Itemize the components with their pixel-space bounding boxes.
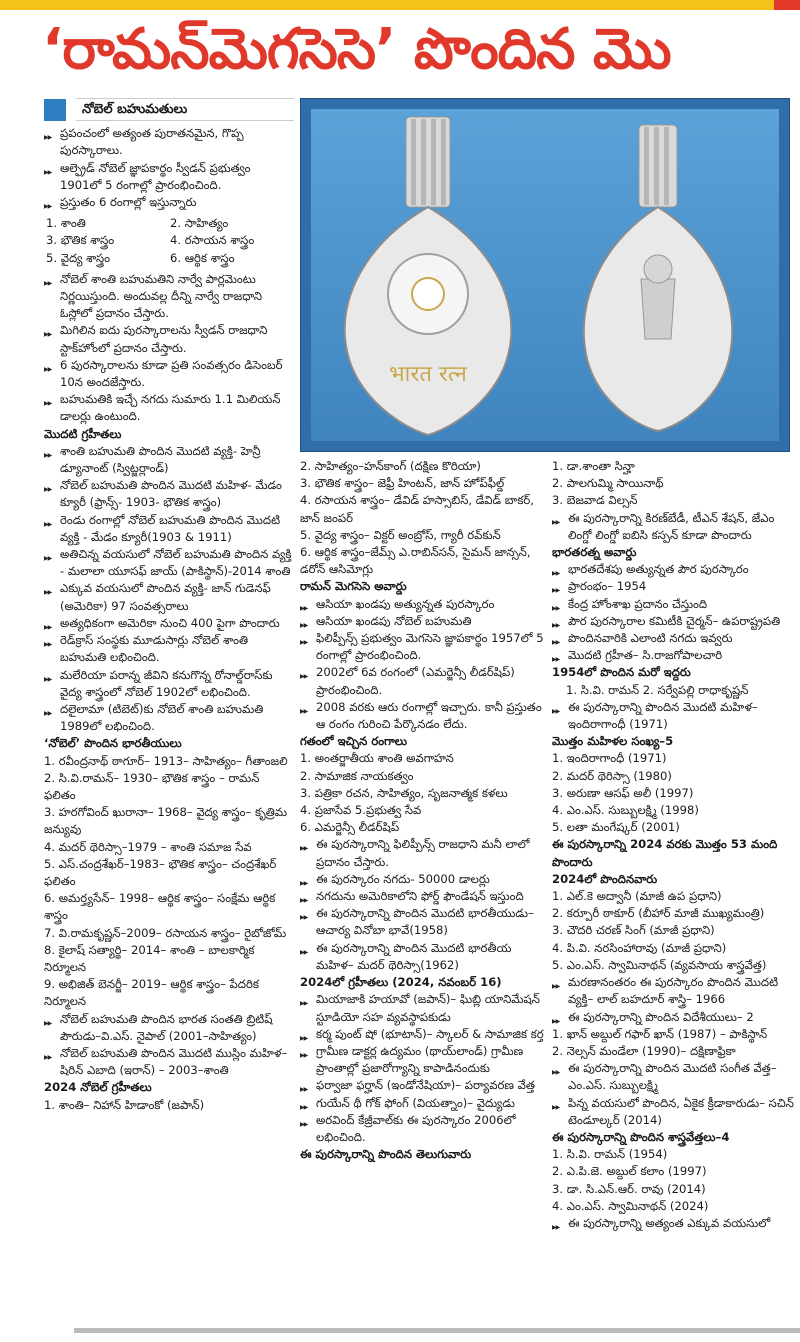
list-item: ▶▶ ఫర్వాజా ఫర్హాన్ (ఇండోనేషియా)– పర్యావరణ వేత్త [300, 1077, 544, 1094]
list-item: 3. హరగోవింద్ ఖురానా– 1968– వైద్య శాస్త్రం– కృత్రిమ జన్యువు [44, 805, 288, 837]
list-item: 4. ఎం.ఎస్. స్వామినాథన్ (2024) [552, 1198, 709, 1213]
field-item: 2. సాహిత్యం [170, 216, 229, 231]
medal-illustration [311, 109, 779, 441]
list-item: ▶▶ ఆసియా ఖండపు నోబెల్ బహుమతి [300, 613, 544, 630]
list-item: ▶▶ పొందినవారికి ఎలాంటి నగదు ఇవ్వరు [552, 630, 796, 647]
subheading: మొదటి గ్రహీతలు [44, 426, 122, 441]
section-marker-icon [44, 99, 66, 121]
list-item: ▶▶ మిగిలిన ఐదు పురస్కారాలను స్వీడన్ రాజధాని స్టాక్‌హోంలో ప్రదానం చేస్తారు. [44, 322, 294, 356]
list-item: ▶▶ అతిచిన్న వయసులో నోబెల్ బహుమతి పొందిన వ్యక్తి - మలాలా యూసఫ్ జాయ్ (పాకిస్థాన్)-2014 శాంతి [44, 546, 294, 580]
list-item: ▶▶ మరణానంతరం ఈ పురస్కారం పొందిన మొదటి వ్యక్తి– లాల్ బహదూర్ శాస్త్రి– 1966 [552, 974, 796, 1008]
list-item: ▶▶ నోబెల్ బహుమతి పొందిన మొదటి మహిళ- మేడం క్యూరీ (ఫ్రాన్స్- 1903- భౌతిక శాస్త్రం) [44, 477, 294, 511]
page-headline: ‘రామన్‌మెగసెసె’ పొందిన మొ [42, 17, 671, 82]
bottom-divider [74, 1328, 800, 1333]
list-item: 2. మదర్ థెరిస్సా (1980) [552, 768, 672, 783]
subheading: ‘నోబెల్’ పొందిన భారతీయులు [44, 736, 182, 751]
list-item: 5. ఎం.ఎస్. స్వామినాథన్ (వ్యవసాయ శాస్త్రవేత్త) [552, 957, 767, 972]
list-item: ▶▶ కేంద్ర హోంశాఖ ప్రదానం చేస్తుంది [552, 596, 796, 613]
subheading: గతంలో ఇచ్చిన రంగాలు [300, 734, 407, 749]
subheading: రామన్ మెగసెసె అవార్డు [300, 579, 407, 594]
list-item: 5. లతా మంగేష్కర్ (2001) [552, 820, 680, 835]
list-item: 2. సాహిత్యం–హన్‌కాంగ్ (దక్షిణ కొరియా) [300, 459, 481, 473]
list-item: 1. డా.శాంతా సిన్హా [552, 459, 635, 473]
list-item: ▶▶ ఈ పురస్కారం నగదు- 50000 డాలర్లు [300, 871, 544, 888]
list-item: ▶▶ ప్రస్తుతం 6 రంగాల్లో ఇస్తున్నారు [44, 194, 294, 211]
subheading: భారతరత్న అవార్డు [552, 545, 637, 560]
list-item: ▶▶ ఈ పురస్కారాన్ని ఫిలిప్పీన్స్ రాజధాని మనీ లాలో ప్రదానం చేస్తారు. [300, 836, 544, 870]
list-item: ▶▶ అరవింద్ కేజ్రీవాల్‌కు ఈ పురస్కారం 2006లో లభించింది. [300, 1112, 544, 1146]
list-item: ▶▶ ఈ పురస్కారాన్ని పొందిన మొదటి మహిళ– ఇందిరాగాంధీ (1971) [552, 699, 796, 733]
list-item: 7. వి.రామకృష్ణన్–2009– రసాయన శాస్త్రం– రైబోజోమ్ [44, 925, 287, 940]
bharat-ratna-medal-back [584, 125, 732, 431]
list-item: 1. ఖాన్ అబ్దుల్ గఫార్ ఖాన్ (1987) – పాకిస్థాన్ [552, 1026, 768, 1041]
list-item: ▶▶ కర్మ పుంట్ షో (భూటాన్)– స్కాలర్ & సామాజిక కర్త [300, 1026, 544, 1043]
fields-grid [44, 215, 294, 267]
list-item: ▶▶ ఈ పురస్కారాన్ని పొందిన మొదటి సంగీత వేత్త– ఎం.ఎస్. సుబ్బులక్ష్మి [552, 1060, 796, 1094]
subheading: ఈ పురస్కారాన్ని పొందిన శాస్త్రవేత్తలు–4 [552, 1129, 730, 1144]
list-item: ▶▶ అత్యధికంగా అమెరికా నుంచి 400 పైగా పొందారు [44, 615, 294, 632]
medal-inscription: भारत रत्न [389, 362, 467, 387]
list-item: ▶▶ మొదటి గ్రహీత– సి.రాజగోపాలచారి [552, 647, 796, 664]
list-item: 6. ఆర్థిక శాస్త్రం–జేమ్స్ ఎ.రాబిన్‌సన్, సైమన్ జాన్సన్, డరోన్ ఆసిమోగ్లు [300, 545, 531, 577]
list-item: 4. ఎం.ఎస్. సుబ్బులక్ష్మి (1998) [552, 803, 699, 818]
list-item: ▶▶ నోబెల్ బహుమతి పొందిన మొదటి ముస్లిం మహిళ– షిరిన్ ఎబాది (ఇరాన్) – 2003–శాంతి [44, 1045, 294, 1079]
column-2 [300, 458, 544, 1163]
list-item: 4. ప్రజాసేవ 5.ప్రభుత్వ సేవ [300, 803, 422, 818]
list-item: 3. పత్రికా రచన, సాహిత్యం, సృజనాత్మక కళలు [300, 785, 508, 800]
medal-photo [300, 98, 790, 452]
list-item: 3. చౌదరి చరణ్ సింగ్ (మాజీ ప్రధాని) [552, 923, 715, 938]
list-item: ▶▶ ఈ పురస్కారాన్ని పొందిన విదేశీయులు– 2 [552, 1009, 796, 1026]
field-item: 6. ఆర్థిక శాస్త్రం [170, 250, 235, 265]
list-item: ▶▶ రెండు రంగాల్లో నోబెల్ బహుమతి పొందిన మొదటి వ్యక్తి - మేడం క్యూరీ(1903 & 1911) [44, 512, 294, 546]
list-item: 1. శాంతి– నిహాన్ హిడాంకో (జపాన్) [44, 1097, 205, 1112]
list-item: 1. ఇందిరాగాంధీ (1971) [552, 751, 667, 766]
list-item: ▶▶ 2008 వరకు ఆరు రంగాల్లో ఇచ్చారు. కానీ ప్రస్తుతం ఆ రంగం గురించి పేర్కొనడం లేదు. [300, 699, 544, 733]
list-item: ▶▶ బహుమతికి ఇచ్చే నగదు సుమారు 1.1 మిలియన్ డాలర్లు ఉంటుంది. [44, 391, 294, 425]
list-item: ▶▶ మలేరియా పరాన్న జీవిని కనుగొన్న రోనాల్డ్‌రాస్‌కు వైద్య శాస్త్రంలో నోబెల్ 1902లో లభించింది. [44, 667, 294, 701]
list-item: ▶▶ ఈ పురస్కారాన్ని కిరణ్‌బేడీ, టీఎన్ శేషన్, జేఎం లింగ్డో లింగ్డో ఐబిసి కస్పన్ కూడా పొందారు [552, 510, 796, 544]
list-item: ▶▶ రెడ్‌క్రాస్ సంస్థకు మూడుసార్లు నోబెల్ శాంతి బహుమతి లభించింది. [44, 632, 294, 666]
list-item: 6. ఎమర్జెన్సీ లీడర్‌షిప్ [300, 820, 400, 835]
field-item: 4. రసాయన శాస్త్రం [170, 233, 255, 248]
list-item: ▶▶ 2002లో 6వ రంగంలో (ఎమర్జెన్సీ లీడర్‌షిప్) ప్రారంభించింది. [300, 664, 544, 698]
subheading: మొత్తం మహిళల సంఖ్య–5 [552, 734, 674, 749]
bharat-ratna-medal-front [345, 117, 512, 435]
list-item: ▶▶ పిన్న వయసులో పొందిన, ఏకైక క్రీడాకారుడు– సచిన్ టెండూల్కర్ (2014) [552, 1095, 796, 1129]
list-item: 1. రవీంద్రనాథ్ ఠాగూర్– 1913– సాహిత్యం– గీతాంజలి [44, 753, 288, 768]
list-item: ▶▶ ఎక్కువ వయసులో పొందిన వ్యక్తి- జాన్ గుడెనఫ్ (అమెరికా) 97 సంవత్సరాలు [44, 580, 294, 614]
list-item: 6. అమర్త్యసేన్– 1998– ఆర్థిక శాస్త్రం– సంక్షేమ ఆర్థిక శాస్త్రం [44, 891, 276, 923]
list-item: 2. ఎ.పి.జె. అబ్దుల్ కలాం (1997) [552, 1164, 707, 1179]
list-item: ▶▶ నోబెల్ బహుమతి పొందిన భారత సంతతి బ్రిటిష్ పౌరుడు–వి.ఎస్. నైపాల్ (2001–సాహిత్యం) [44, 1011, 294, 1045]
list-item: ▶▶ నగదును అమెరికాలోని ఫోర్డ్ ఫౌండేషన్ ఇస్తుంది [300, 888, 544, 905]
list-item: 3. అరుణా ఆసఫ్ అలీ (1997) [552, 785, 694, 800]
subheading: 2024లో గ్రహీతలు (2024, నవంబర్ 16) [300, 975, 502, 990]
list-item: 2. సామాజిక నాయకత్వం [300, 768, 414, 783]
list-item: 3. డా. సి.ఎన్.ఆర్. రావు (2014) [552, 1181, 706, 1196]
field-item: 1. శాంతి [46, 216, 86, 231]
list-item: 3. బెజవాడ విల్సన్ [552, 493, 638, 508]
section-title: నోబెల్ బహుమతులు [76, 98, 294, 121]
list-item: ▶▶ ప్రపంచంలో అత్యంత పురాతనమైన, గొప్ప పురస్కారాలు. [44, 125, 294, 159]
list-item: 1. అంతర్జాతీయ శాంతి అవగాహన [300, 751, 454, 766]
section-header-nobel [44, 98, 294, 121]
field-item: 3. భౌతిక శాస్త్రం [46, 233, 115, 248]
list-item: 4. పి.వి. నరసింహారావు (మాజీ ప్రధాని) [552, 940, 727, 955]
list-item: 1. సి.వి. రామన్ (1954) [552, 1147, 668, 1162]
list-item: 2. కర్పూరీ ఠాకూర్ (బీహార్ మాజీ ముఖ్యమంత్రి) [552, 906, 765, 921]
list-item: 5. ఎస్.చంద్రశేఖర్–1983– భౌతిక శాస్త్రం– చంద్రశేఖర్ ఫలితం [44, 856, 277, 888]
list-item: 2. సి.వి.రామన్– 1930– భౌతిక శాస్త్రం – రామన్ ఫలితం [44, 770, 260, 802]
list-item: ▶▶ 6 పురస్కారాలను కూడా ప్రతి సంవత్సరం డిసెంబర్ 10న అందజేస్తారు. [44, 357, 294, 391]
list-item: ▶▶ ఆల్ఫ్రెడ్ నోబెల్ జ్ఞాపకార్థం స్వీడన్ ప్రభుత్వం 1901లో 5 రంగాల్లో ప్రారంభించింది. [44, 160, 294, 194]
list-item: 1. ఎల్.కె అద్వానీ (మాజీ ఉప ప్రధాని) [552, 889, 722, 904]
list-item: 3. భౌతిక శాస్త్రం– జెఫ్రీ హింటన్, జాన్ హోప్‌ఫీల్డ్ [300, 476, 505, 491]
list-item: ▶▶ పౌర పురస్కారాల కమిటీకి చైర్మన్– ఉపరాష్ట్రపతి [552, 613, 796, 630]
list-item: ▶▶ ఈ పురస్కారాన్ని పొందిన మొదటి భారతీయుడు– ఆచార్య వినోబా భావే(1958) [300, 905, 544, 939]
list-item: ▶▶ శాంతి బహుమతి పొందిన మొదటి వ్యక్తి- హెన్రీ డ్యూనాంట్ (స్విట్జర్లాండ్) [44, 443, 294, 477]
top-accent-bar [0, 0, 800, 10]
list-item: ▶▶ ఈ పురస్కారాన్ని అత్యంత ఎక్కువ వయసులో [552, 1215, 796, 1232]
list-item: 4. మదర్ థెరిస్సా–1979 – శాంతి సమాజ సేవ [44, 839, 252, 854]
list-item: ▶▶ గుయేన్ థీ గోక్ ఫోంగ్ (వియత్నాం)– వైద్యుడు [300, 1095, 544, 1112]
subheading: 2024లో పొందినవారు [552, 871, 658, 886]
list-item: ▶▶ భారతదేశపు అత్యున్నత పౌర పురస్కారం [552, 561, 796, 578]
list-item: ▶▶ ఆసియా ఖండపు అత్యున్నత పురస్కారం [300, 596, 544, 613]
subheading: ఈ పురస్కారాన్ని 2024 వరకు మొత్తం 53 మంది పొందారు [552, 837, 778, 869]
list-item: 4. రసాయన శాస్త్రం– డేవిడ్ హస్సాబిస్, డేవిడ్ బాకర్, జాన్ జంపర్ [300, 493, 534, 525]
subheading: 1954లో పొందిన మరో ఇద్దరు [552, 665, 691, 680]
list-item: ▶▶ మియాజాకి హయావో (జపాన్)– ఘిబ్లి యానిమేషన్ స్టూడియో సహ వ్యవస్థాపకుడు [300, 991, 544, 1025]
list-item: 1. సి.వి. రామన్ 2. సర్వేపల్లి రాధాకృష్ణన్ [566, 682, 749, 697]
subheading: ఈ పురస్కారాన్ని పొందిన తెలుగువారు [300, 1147, 472, 1162]
list-item: ▶▶ గ్రామీణ డాక్టర్ల ఉద్యమం (థాయ్‌లాండ్) గ్రామీణ ప్రాంతాల్లో ప్రజారోగ్యాన్ని కాపాడినందుకు [300, 1043, 544, 1077]
field-item: 5. వైద్య శాస్త్రం [46, 250, 110, 265]
list-item: 5. వైద్య శాస్త్రం– విక్టర్ అంబ్రోస్, గ్యారీ రవ్‌కున్ [300, 527, 501, 542]
column-3 [552, 458, 796, 1232]
list-item: 8. కైలాష్ సత్యార్థి– 2014– శాంతి – బాలకార్మిక నిర్మూలన [44, 942, 255, 974]
list-item: 9. అభిజిత్ బెనర్జీ– 2019– ఆర్థిక శాస్త్రం– పేదరిక నిర్మూలన [44, 977, 259, 1009]
list-item: ▶▶ నోబెల్ శాంతి బహుమతిని నార్వే పార్లమెంటు నిర్ణయిస్తుంది. అందువల్ల దీన్ని నార్వే రాజధాని ఓస్లోలో ప్రదానం చేస్తారు. [44, 271, 294, 323]
top-accent-red [774, 0, 800, 10]
list-item: ▶▶ ఫిలిప్పీన్స్ ప్రభుత్వం మెగసెసె జ్ఞాపకార్థం 1957లో 5 రంగాల్లో ప్రారంభించింది. [300, 630, 544, 664]
list-item: ▶▶ ప్రారంభం– 1954 [552, 578, 796, 595]
list-item: 2. పాలగుమ్మి సాయినాథ్ [552, 476, 664, 491]
list-item: ▶▶ దలైలామా (టిబెట్)కు నోబెల్ శాంతి బహుమతి 1989లో లభించింది. [44, 701, 294, 735]
subheading: 2024 నోబెల్ గ్రహీతలు [44, 1080, 152, 1095]
list-item: 2. నెల్సన్ మండేలా (1990)– దక్షిణాఫ్రికా [552, 1043, 736, 1058]
list-item: ▶▶ ఈ పురస్కారాన్ని పొందిన మొదటి భారతీయ మహిళ– మదర్ థెరిస్సా(1962) [300, 940, 544, 974]
column-1 [44, 96, 294, 1114]
